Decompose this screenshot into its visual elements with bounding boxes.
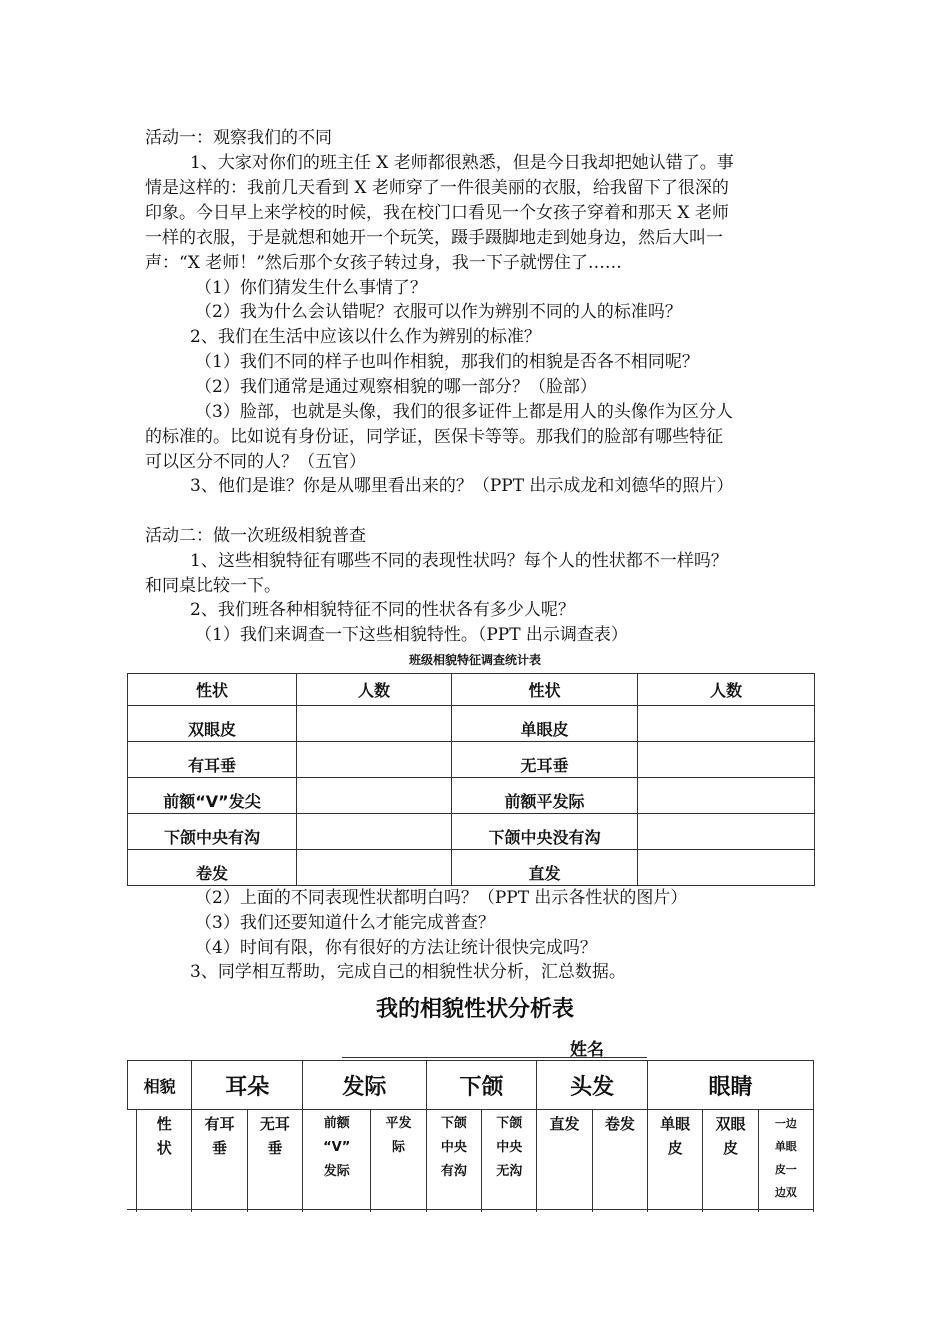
paragraph-line: 2、我们在生活中应该以什么作为辨别的标准？: [190, 327, 541, 347]
question-line: （2）我们通常是通过观察相貌的哪一部分？（脸部）: [195, 377, 597, 397]
group-header-cell: 耳朵: [192, 1061, 303, 1110]
header-cell: 人数: [297, 674, 452, 706]
analysis-table: [127, 1060, 814, 1212]
paragraph-line: 3、同学相互帮助，完成自己的相貌性状分析，汇总数据。: [190, 962, 626, 982]
paragraph-line: 1、大家对你们的班主任 X 老师都很熟悉，但是今日我却把她认错了。事: [190, 153, 734, 173]
table-header-row: [128, 674, 815, 706]
count-cell[interactable]: [297, 778, 452, 814]
activity1-heading: 活动一：观察我们的不同: [145, 128, 332, 148]
table-row: [128, 814, 815, 850]
trait-cell: 有耳 垂: [192, 1110, 247, 1213]
paragraph-line: 和同桌比较一下。: [145, 576, 281, 596]
row-label-cell: 性 状: [137, 1110, 192, 1213]
trait-cell: 下颌中央有沟: [128, 814, 297, 850]
name-label: 姓名: [570, 1040, 604, 1060]
header-cell: 人数: [638, 674, 815, 706]
count-cell[interactable]: [297, 742, 452, 778]
question-line: （3）脸部，也就是头像，我们的很多证件上都是用人的头像作为区分人: [195, 402, 733, 422]
question-line: （2）我为什么会认错呢？衣服可以作为辨别不同的人的标准吗？: [195, 302, 682, 322]
trait-cell: 平发 际: [371, 1110, 426, 1213]
paragraph-line: 3、他们是谁？你是从哪里看出来的？（PPT 出示成龙和刘德华的照片）: [190, 476, 734, 496]
question-line: （2）上面的不同表现性状都明白吗？（PPT 出示各性状的图片）: [195, 888, 688, 908]
question-line: （3）我们还要知道什么才能完成普查？: [195, 913, 495, 933]
name-field[interactable]: [342, 1035, 647, 1058]
question-line: （1）你们猜发生什么事情了？: [195, 278, 427, 298]
trait-cell: 前额 “V” 发际: [303, 1110, 371, 1213]
trait-cell: 前额“V”发尖: [128, 778, 297, 814]
header-label-cell: 相貌: [128, 1061, 192, 1110]
trait-cell: 无耳垂: [452, 742, 638, 778]
paragraph-line: 2、我们班各种相貌特征不同的性状各有多少人呢？: [190, 600, 575, 620]
paragraph-line: 一样的衣服，于是就想和她开一个玩笑，蹑手蹑脚地走到她身边，然后大叫一: [145, 228, 723, 248]
trait-cell: 下颌 中央 无沟: [482, 1110, 537, 1213]
question-line: （1）我们来调查一下这些相貌特性。（PPT 出示调查表）: [195, 625, 628, 645]
analysis-table-title: 我的相貌性状分析表: [375, 997, 574, 1022]
trait-cell: 直发: [452, 850, 638, 886]
count-cell[interactable]: [638, 778, 815, 814]
count-cell[interactable]: [297, 814, 452, 850]
trait-cell: 单眼 皮: [648, 1110, 703, 1213]
trait-cell: 双眼皮: [128, 706, 297, 742]
count-cell[interactable]: [638, 814, 815, 850]
survey-table: [127, 673, 815, 886]
trait-cell: 一边 单眼 皮一 边双: [758, 1110, 813, 1213]
group-header-cell: 头发: [537, 1061, 648, 1110]
trait-cell: 双眼 皮: [703, 1110, 758, 1213]
count-cell[interactable]: [638, 850, 815, 886]
table-row: [128, 850, 815, 886]
paragraph-line: 声：“X 老师！”然后那个女孩子转过身，我一下子就愣住了……: [145, 253, 622, 273]
question-line: （1）我们不同的样子也叫作相貌，那我们的相貌是否各不相同呢？: [195, 352, 699, 372]
spacer-cell: [128, 1110, 137, 1213]
table-row: [128, 742, 815, 778]
header-cell: 性状: [452, 674, 638, 706]
table-header-row: [128, 1061, 814, 1110]
trait-cell: 下颌 中央 有沟: [426, 1110, 481, 1213]
table-bottom-line: [127, 1209, 814, 1210]
paragraph-line: 印象。今日早上来学校的时候，我在校门口看见一个女孩子穿着和那天 X 老师: [145, 203, 729, 223]
trait-cell: 直发: [537, 1110, 592, 1213]
trait-cell: 下颌中央没有沟: [452, 814, 638, 850]
trait-cell: 有耳垂: [128, 742, 297, 778]
trait-cell: 单眼皮: [452, 706, 638, 742]
group-header-cell: 眼睛: [648, 1061, 814, 1110]
paragraph-line: 可以区分不同的人？（五官）: [145, 452, 366, 472]
count-cell[interactable]: [297, 850, 452, 886]
survey-table-caption: 班级相貌特征调查统计表: [408, 653, 541, 667]
count-cell[interactable]: [297, 706, 452, 742]
count-cell[interactable]: [638, 706, 815, 742]
paragraph-line: 情是这样的：我前几天看到 X 老师穿了一件很美丽的衣服，给我留下了很深的: [145, 178, 729, 198]
table-row: [128, 778, 815, 814]
table-row: [128, 706, 815, 742]
activity2-heading: 活动二：做一次班级相貌普查: [145, 526, 366, 546]
header-cell: 性状: [128, 674, 297, 706]
trait-cell: 前额平发际: [452, 778, 638, 814]
table-row: [128, 1110, 814, 1213]
question-line: （4）时间有限，你有很好的方法让统计很快完成吗？: [195, 938, 597, 958]
group-header-cell: 下颌: [426, 1061, 537, 1110]
trait-cell: 无耳 垂: [247, 1110, 302, 1213]
count-cell[interactable]: [638, 742, 815, 778]
paragraph-line: 1、这些相貌特征有哪些不同的表现性状吗？每个人的性状都不一样吗？: [190, 551, 728, 571]
trait-cell: 卷发: [128, 850, 297, 886]
group-header-cell: 发际: [303, 1061, 427, 1110]
trait-cell: 卷发: [592, 1110, 647, 1213]
paragraph-line: 的标准的。比如说有身份证，同学证，医保卡等等。那我们的脸部有哪些特征: [145, 427, 723, 447]
